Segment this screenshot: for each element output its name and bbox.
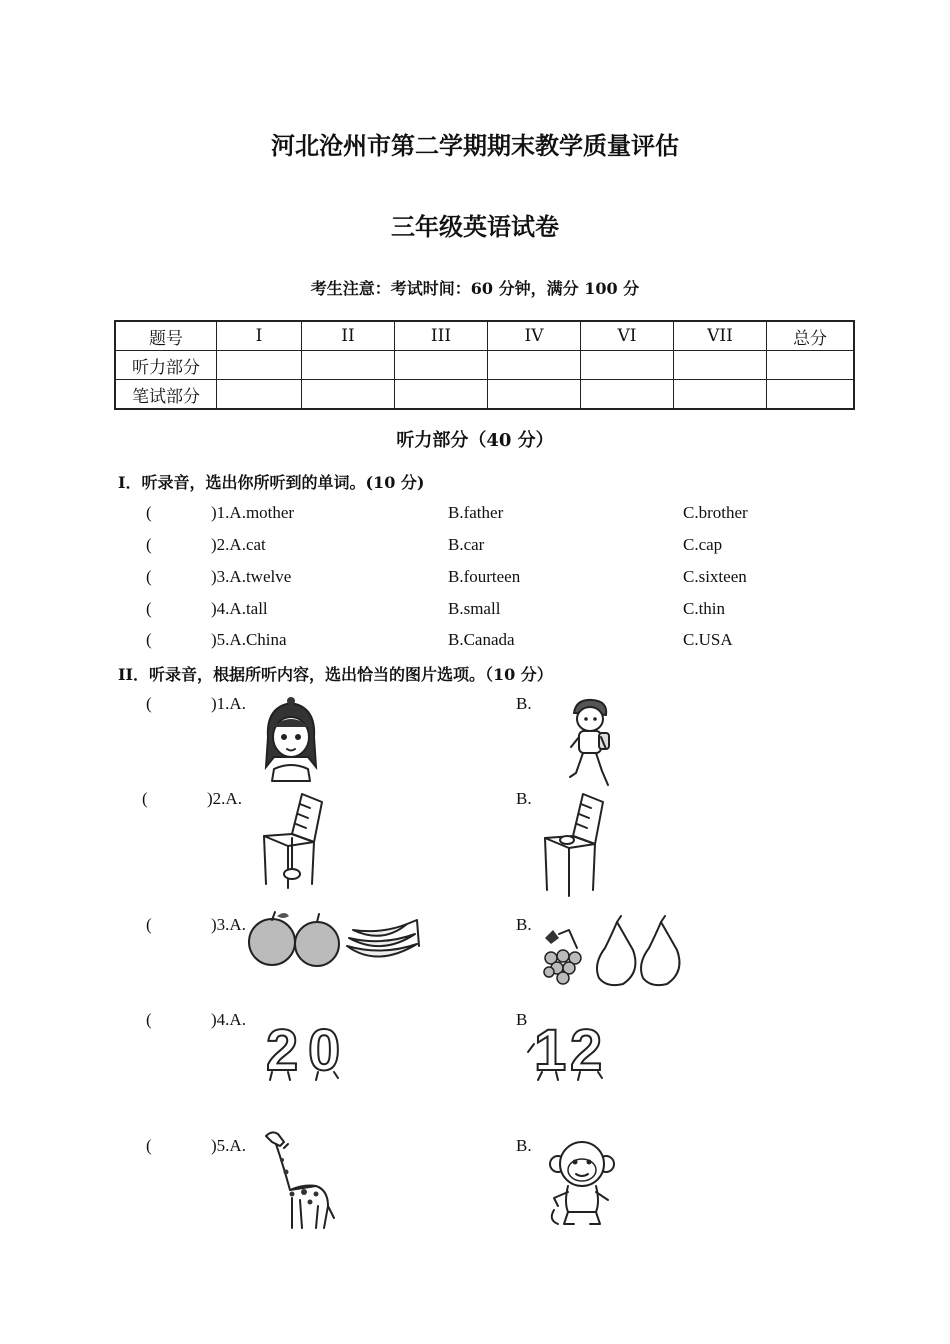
table-header: 总分 <box>767 321 855 351</box>
option-b: B.Canada <box>448 630 515 649</box>
option-a: )3.A.twelve <box>211 567 292 586</box>
answer-paren[interactable]: ( <box>142 789 148 808</box>
option-b-label: B <box>516 1010 528 1029</box>
option-c: C.USA <box>683 630 733 649</box>
chair-ball-on-icon[interactable] <box>543 792 607 896</box>
table-header: VI <box>581 321 674 351</box>
score-cell[interactable] <box>488 380 581 410</box>
apples-bananas-icon[interactable] <box>247 910 427 968</box>
option-b-label: B. <box>516 1136 532 1155</box>
option-a-label: )2.A. <box>207 789 242 808</box>
part2-title: II．听录音，根据所听内容，选出恰当的图片选项。（10 分） <box>118 665 553 684</box>
score-cell[interactable] <box>488 351 581 380</box>
table-header: II <box>302 321 395 351</box>
number-digit: 1 <box>534 1018 567 1083</box>
boy-walking-icon[interactable] <box>566 697 616 789</box>
score-cell[interactable] <box>302 351 395 380</box>
score-cell[interactable] <box>767 380 855 410</box>
number-digit: 0 <box>308 1018 341 1083</box>
grapes-pears-icon[interactable] <box>537 916 687 988</box>
option-a-label: )3.A. <box>211 915 246 934</box>
girl-face-icon[interactable] <box>262 697 320 781</box>
score-cell[interactable] <box>767 351 855 380</box>
score-cell[interactable] <box>674 351 767 380</box>
answer-paren[interactable]: ( <box>146 1010 152 1029</box>
table-header: I <box>217 321 302 351</box>
number-digit: 2 <box>570 1018 603 1083</box>
row-label: 听力部分 <box>115 351 217 380</box>
row-label: 笔试部分 <box>115 380 217 410</box>
score-table <box>114 320 855 410</box>
score-cell[interactable] <box>302 380 395 410</box>
option-a: )5.A.China <box>211 630 287 649</box>
number-12-icon[interactable] <box>528 1014 618 1083</box>
option-b: B.small <box>448 599 501 618</box>
monkey-icon[interactable] <box>548 1140 616 1228</box>
option-a: )1.A.mother <box>211 503 295 522</box>
option-b: B.father <box>448 503 504 522</box>
option-a: )4.A.tall <box>211 599 268 618</box>
option-b: B.car <box>448 535 485 554</box>
exam-notice: 考生注意：考试时间：60 分钟，满分 100 分 <box>310 279 640 298</box>
option-c: C.cap <box>683 535 723 554</box>
table-header: III <box>395 321 488 351</box>
option-c: C.brother <box>683 503 748 522</box>
answer-paren[interactable]: ( <box>146 599 152 618</box>
chair-ball-under-icon[interactable] <box>262 792 326 888</box>
option-b: B.fourteen <box>448 567 521 586</box>
table-header: 题号 <box>115 321 217 351</box>
score-cell[interactable] <box>581 351 674 380</box>
table-header-row <box>115 321 854 351</box>
option-b-label: B. <box>516 915 532 934</box>
number-digit: 2 <box>266 1018 299 1083</box>
score-cell[interactable] <box>395 380 488 410</box>
answer-paren[interactable]: ( <box>146 567 152 586</box>
score-cell[interactable] <box>674 380 767 410</box>
giraffe-icon[interactable] <box>262 1128 336 1232</box>
answer-paren[interactable]: ( <box>146 535 152 554</box>
score-cell[interactable] <box>217 380 302 410</box>
answer-paren[interactable]: ( <box>146 503 152 522</box>
option-c: C.sixteen <box>683 567 747 586</box>
listening-title: 听力部分（40 分） <box>396 430 554 451</box>
option-a: )2.A.cat <box>211 535 266 554</box>
option-a-label: )5.A. <box>211 1136 246 1155</box>
answer-paren[interactable]: ( <box>146 1136 152 1155</box>
option-b-label: B. <box>516 694 532 713</box>
table-header: IV <box>488 321 581 351</box>
answer-paren[interactable]: ( <box>146 915 152 934</box>
table-row <box>115 351 854 380</box>
option-b-label: B. <box>516 789 532 808</box>
part1-title: I．听录音，选出你所听到的单词。(10 分) <box>118 473 425 492</box>
answer-paren[interactable]: ( <box>146 630 152 649</box>
option-a-label: )1.A. <box>211 694 246 713</box>
table-row <box>115 380 854 410</box>
number-20-icon[interactable] <box>258 1014 358 1083</box>
option-c: C.thin <box>683 599 726 618</box>
page-title: 河北沧州市第二学期期末教学质量评估 <box>271 131 679 160</box>
option-a-label: )4.A. <box>211 1010 246 1029</box>
score-cell[interactable] <box>217 351 302 380</box>
table-header: VII <box>674 321 767 351</box>
answer-paren[interactable]: ( <box>146 694 152 713</box>
score-cell[interactable] <box>581 380 674 410</box>
page-subtitle: 三年级英语试卷 <box>391 212 559 241</box>
score-cell[interactable] <box>395 351 488 380</box>
